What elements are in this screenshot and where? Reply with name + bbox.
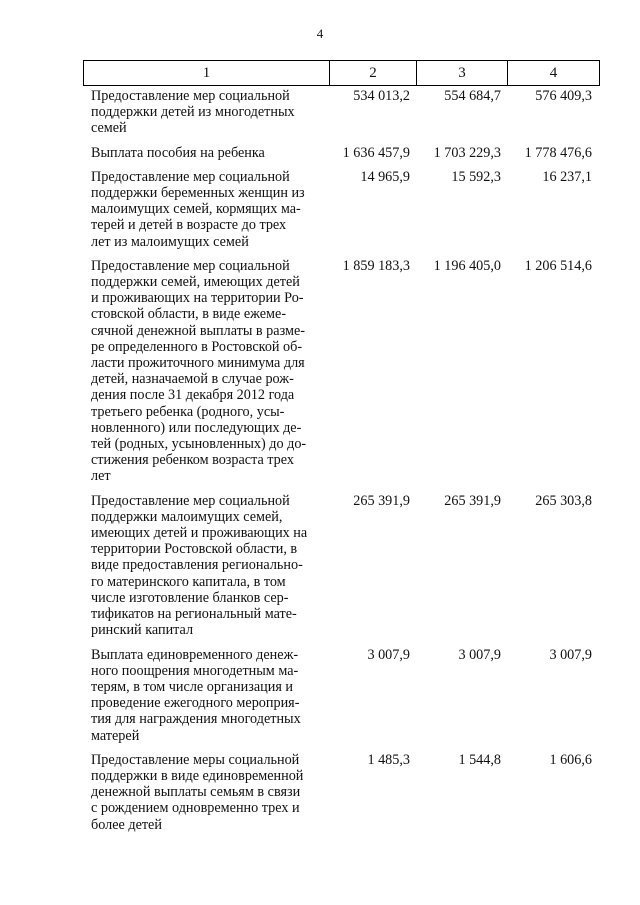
table-header bbox=[83, 60, 600, 86]
row-value-col3: 1 703 229,3 bbox=[433, 144, 501, 161]
row-value-col2: 1 859 183,3 bbox=[342, 257, 410, 274]
table-row bbox=[83, 169, 600, 250]
table-row bbox=[83, 88, 600, 137]
row-value-col2: 265 391,9 bbox=[353, 492, 410, 509]
table-row bbox=[83, 493, 600, 639]
row-value-col3: 3 007,9 bbox=[458, 646, 501, 663]
page-number: 4 bbox=[316, 26, 324, 41]
row-value-col3: 554 684,7 bbox=[444, 88, 501, 104]
table-row bbox=[83, 647, 600, 744]
row-value-col2: 3 007,9 bbox=[367, 646, 410, 663]
header-cell-1: 1 bbox=[84, 61, 330, 85]
row-description: Предоставление мер социальной поддержки малоимущих семей, имеющих детей и проживающих на территории Ростовской области, в виде предоставления регионально- го материнского капитала, в том числе изготовление бланков сер- тификатов на региональный мате- ринский капитал bbox=[91, 492, 308, 639]
row-value-col2: 534 013,2 bbox=[353, 88, 410, 104]
table-body bbox=[83, 88, 600, 841]
row-value-col4: 16 237,1 bbox=[542, 168, 592, 185]
row-value-col2: 1 636 457,9 bbox=[342, 144, 410, 161]
row-value-col4: 1 778 476,6 bbox=[524, 144, 592, 161]
table-row bbox=[83, 145, 600, 161]
table-row bbox=[83, 752, 600, 833]
row-value-col4: 1 206 514,6 bbox=[524, 257, 592, 274]
header-cell-4: 4 bbox=[549, 64, 558, 81]
table-row bbox=[83, 258, 600, 485]
row-description: Предоставление меры социальной поддержки в виде единовременной денежной выплаты семьям в связи с рождением одновременно трех и более детей bbox=[91, 751, 304, 833]
header-cell-2: 2 bbox=[330, 61, 417, 85]
row-value-col4: 1 606,6 bbox=[549, 751, 592, 768]
row-description: Выплата единовременного денеж- ного поощрения многодетным ма- терям, в том числе организация и проведение ежегодного мероприя- тия для награждения многодетных матерей bbox=[91, 646, 301, 744]
row-description: Выплата пособия на ребенка bbox=[91, 144, 265, 161]
row-value-col3: 1 196 405,0 bbox=[433, 257, 501, 274]
row-value-col4: 265 303,8 bbox=[535, 492, 592, 509]
row-value-col2: 1 485,3 bbox=[367, 751, 410, 768]
row-value-col3: 15 592,3 bbox=[451, 168, 501, 185]
row-value-col4: 576 409,3 bbox=[535, 88, 592, 104]
row-value-col3: 265 391,9 bbox=[444, 492, 501, 509]
row-value-col3: 1 544,8 bbox=[458, 751, 501, 768]
row-description: Предоставление мер социальной поддержки беременных женщин из малоимущих семей, кормящих ма- терей и детей в возрасте до трех лет из малоимущих семей bbox=[91, 168, 305, 250]
row-value-col4: 3 007,9 bbox=[549, 646, 592, 663]
row-description: Предоставление мер социальной поддержки детей из многодетных семей bbox=[91, 88, 295, 137]
row-description: Предоставление мер социальной поддержки семей, имеющих детей и проживающих на территории Ро- стовской области, в виде ежеме- сячной денежной выплаты в разме- ре определенного в Ростовской об- ласти прожиточного минимума для детей, назначаемой в случае рож- дения после 31 декабря 2012 года третьего ребенка (родного, усы- новленного) или последующих де- тей (родных, усыновленных) до до- стижения ребенком возраста трех лет bbox=[91, 257, 307, 485]
header-cell-3: 3 bbox=[417, 61, 508, 85]
row-value-col2: 14 965,9 bbox=[360, 168, 410, 185]
